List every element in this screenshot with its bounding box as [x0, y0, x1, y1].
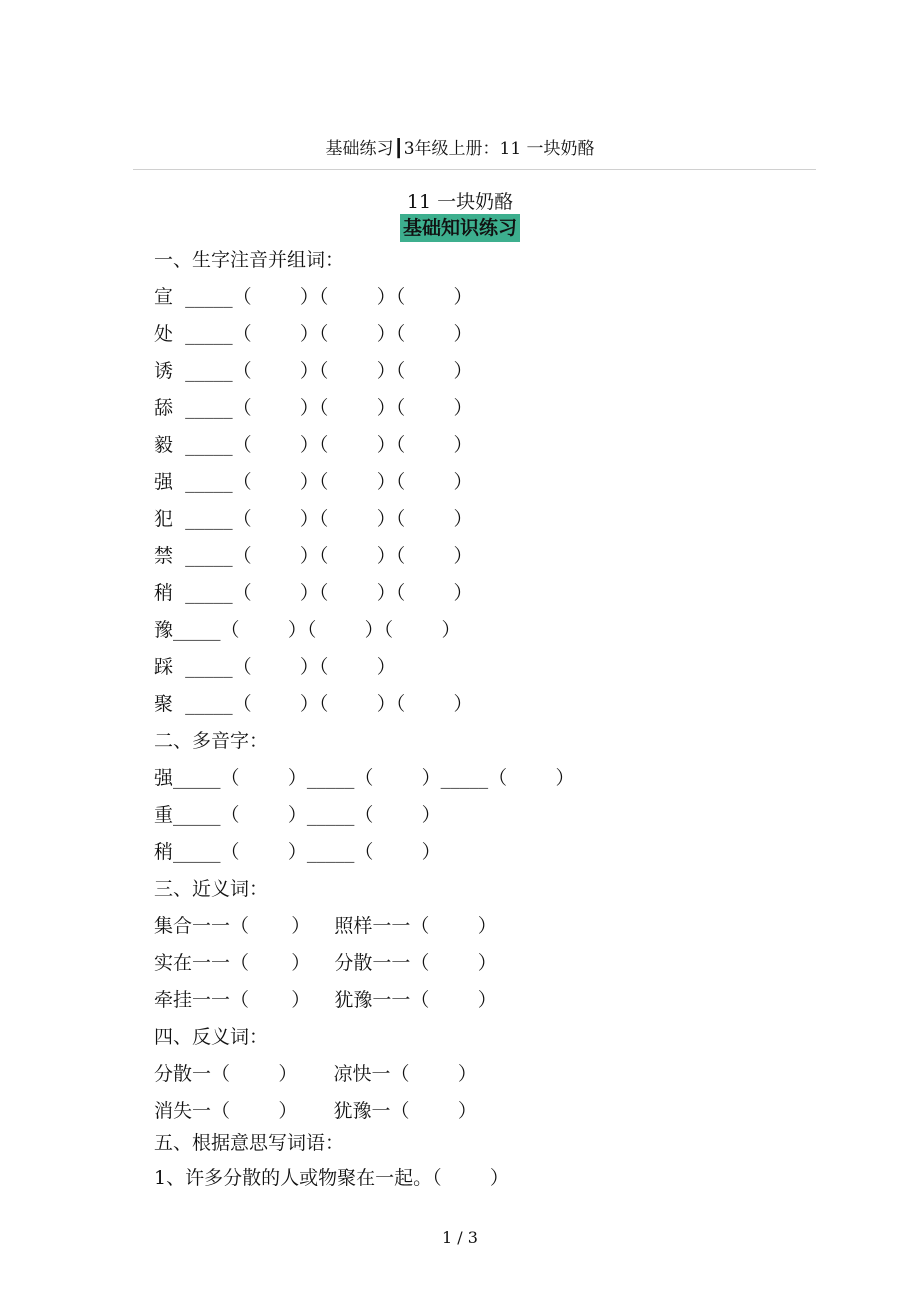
- exercise-row[interactable]: 聚 _____（ ）（ ）（ ）: [154, 693, 473, 715]
- exercise-row[interactable]: 犯 _____（ ）（ ）（ ）: [154, 508, 473, 530]
- exercise-row[interactable]: 宣 _____（ ）（ ）（ ）: [154, 286, 473, 308]
- exercise-row[interactable]: 1、许多分散的人或物聚在一起。（ ）: [154, 1167, 509, 1189]
- section-heading-5: 五、根据意思写词语：: [154, 1132, 345, 1154]
- exercise-row[interactable]: 毅 _____（ ）（ ）（ ）: [154, 434, 473, 456]
- section-heading-3: 三、近义词：: [154, 878, 269, 900]
- page-header: 基础练习┃3年级上册：11 一块奶酪: [325, 139, 595, 159]
- section-heading-2: 二、多音字：: [154, 730, 269, 752]
- exercise-row[interactable]: 诱 _____（ ）（ ）（ ）: [154, 360, 473, 382]
- lesson-title: 11 一块奶酪: [406, 191, 514, 213]
- page-number: 1 / 3: [442, 1228, 478, 1247]
- header-divider: [133, 169, 816, 170]
- subtitle-wrapper: [0, 214, 920, 242]
- exercise-row[interactable]: 处 _____（ ）（ ）（ ）: [154, 323, 473, 345]
- exercise-row[interactable]: 牵挂一一（ ） 犹豫一一（ ）: [154, 989, 497, 1011]
- exercise-row[interactable]: 消失一（ ） 犹豫一（ ）: [154, 1100, 477, 1122]
- exercise-row[interactable]: 踩 _____（ ）（ ）: [154, 656, 396, 678]
- exercise-row[interactable]: 重_____（ ）_____（ ）: [154, 804, 441, 826]
- exercise-row[interactable]: 稍 _____（ ）（ ）（ ）: [154, 582, 473, 604]
- section-heading-4: 四、反义词：: [154, 1026, 269, 1048]
- exercise-row[interactable]: 豫_____（ ）（ ）（ ）: [154, 619, 461, 641]
- exercise-row[interactable]: 稍_____（ ）_____（ ）: [154, 841, 441, 863]
- exercise-row[interactable]: 禁 _____（ ）（ ）（ ）: [154, 545, 473, 567]
- exercise-row[interactable]: 分散一（ ） 凉快一（ ）: [154, 1063, 477, 1085]
- exercise-row[interactable]: 集合一一（ ） 照样一一（ ）: [154, 915, 497, 937]
- exercise-row[interactable]: 舔 _____（ ）（ ）（ ）: [154, 397, 473, 419]
- section-heading-1: 一、生字注音并组词：: [154, 249, 345, 271]
- exercise-row[interactable]: 实在一一（ ） 分散一一（ ）: [154, 952, 497, 974]
- exercise-row[interactable]: 强_____（ ）_____（ ）_____（ ）: [154, 767, 575, 789]
- exercise-row[interactable]: 强 _____（ ）（ ）（ ）: [154, 471, 473, 493]
- section-badge: 基础知识练习: [400, 214, 520, 242]
